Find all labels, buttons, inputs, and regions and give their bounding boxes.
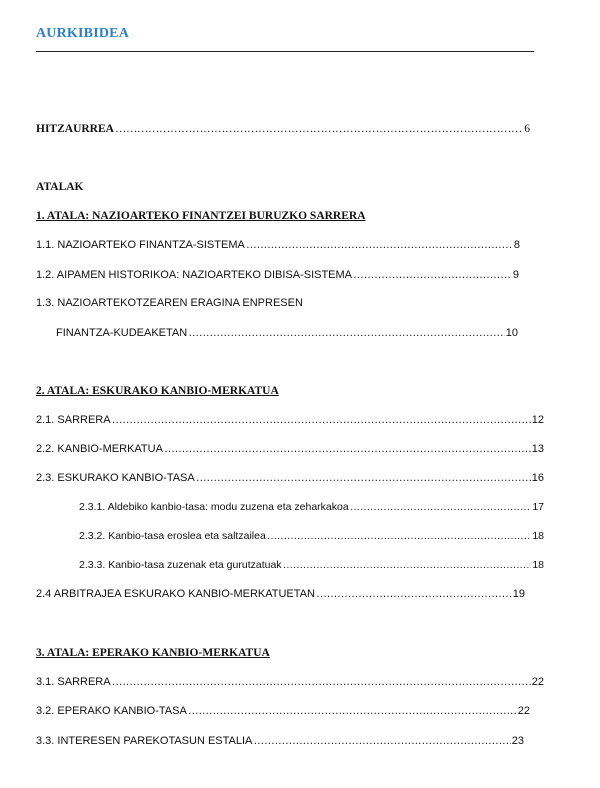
toc-entry-2-4[interactable] xyxy=(36,586,525,602)
toc-entry-label: 1.1. NAZIOARTEKO FINANTZA-SISTEMA xyxy=(36,239,245,251)
toc-leader xyxy=(350,499,532,515)
toc-entry-1-1[interactable] xyxy=(36,237,520,253)
toc-leader xyxy=(253,733,510,749)
toc-entry-label: 2.3.2. Kanbio-tasa eroslea eta saltzailea xyxy=(79,530,266,542)
toc-entry-label: HITZAURREA xyxy=(36,123,114,135)
toc-entry-3-2[interactable] xyxy=(36,703,530,719)
toc-leader xyxy=(316,586,512,602)
toc-entry-page: 12 xyxy=(531,414,544,426)
toc-entry-2-1[interactable] xyxy=(36,412,544,428)
toc-entry-page: 17 xyxy=(532,501,544,513)
toc-entry-1-2[interactable] xyxy=(36,267,519,283)
toc-leader xyxy=(164,441,531,457)
toc-entry-label: 3.2. EPERAKO KANBIO-TASA xyxy=(36,705,187,717)
toc-entry-page: 8 xyxy=(513,239,520,251)
toc-entry-2-3-3[interactable] xyxy=(79,557,544,573)
toc-entry-2-3-1[interactable] xyxy=(79,499,544,515)
toc-entry-2-2[interactable] xyxy=(36,441,544,457)
toc-entry-label: 2.1. SARRERA xyxy=(36,414,111,426)
toc-entry-label: 1.2. AIPAMEN HISTORIKOA: NAZIOARTEKO DIBISA-SISTEMA xyxy=(36,269,353,281)
toc-entry-3-1[interactable] xyxy=(36,674,544,690)
toc-entry-label: 2.3. ESKURAKO KANBIO-TASA xyxy=(36,472,195,484)
toc-leader xyxy=(112,674,531,690)
toc-entry-intro[interactable] xyxy=(36,121,530,137)
toc-entry-3-3[interactable] xyxy=(36,733,524,749)
toc-entry-page: 6 xyxy=(524,123,530,135)
section-heading-3[interactable]: 3. ATALA: EPERAKO KANBIO-MERKATUA xyxy=(36,647,270,659)
toc-leader xyxy=(112,412,531,428)
toc-entry-page: 23 xyxy=(511,735,524,747)
toc-entry-label: 3.1. SARRERA xyxy=(36,676,111,688)
toc-entry-page: 9 xyxy=(512,269,519,281)
toc-entry-page: 19 xyxy=(512,588,525,600)
toc-entry-1-3-cont[interactable] xyxy=(56,325,518,341)
toc-entry-label: 1.3. NAZIOARTEKOTZEAREN ERAGINA ENPRESEN xyxy=(36,297,303,309)
toc-entry-2-3-2[interactable] xyxy=(79,528,544,544)
toc-leader xyxy=(115,121,523,137)
toc-leader xyxy=(196,470,531,486)
toc-entry-label: 2.3.3. Kanbio-tasa zuzenak eta gurutzatuak xyxy=(79,559,282,571)
toc-leader xyxy=(188,325,505,341)
toc-entry-page: 18 xyxy=(532,559,544,571)
toc-entry-page: 18 xyxy=(532,530,544,542)
title-divider xyxy=(36,51,534,52)
section-heading-1[interactable]: 1. ATALA: NAZIOARTEKO FINANTZEI BURUZKO SARRERA xyxy=(36,210,366,222)
toc-leader xyxy=(188,703,517,719)
toc-entry-page: 22 xyxy=(531,676,544,688)
toc-entry-label: 2.2. KANBIO-MERKATUA xyxy=(36,443,163,455)
toc-entry-page: 10 xyxy=(505,327,518,339)
toc-entry-1-3[interactable] xyxy=(36,295,456,311)
page-title: AURKIBIDEA xyxy=(36,26,130,41)
toc-entry-label: 3.3. INTERESEN PAREKOTASUN ESTALIA xyxy=(36,735,253,747)
toc-leader xyxy=(283,557,532,573)
toc-leader xyxy=(353,267,512,283)
toc-entry-label: 2.3.1. Aldebiko kanbio-tasa: modu zuzena eta zeharkakoa xyxy=(79,501,349,513)
toc-entry-2-3[interactable] xyxy=(36,470,544,486)
section-heading-2[interactable]: 2. ATALA: ESKURAKO KANBIO-MERKATUA xyxy=(36,385,279,397)
toc-entry-page: 22 xyxy=(517,705,530,717)
toc-entry-page: 13 xyxy=(531,443,544,455)
toc-leader xyxy=(267,528,532,544)
toc-leader xyxy=(246,237,513,253)
chapters-label: ATALAK xyxy=(36,181,84,193)
toc-entry-page: 16 xyxy=(531,472,544,484)
toc-entry-label: 2.4 ARBITRAJEA ESKURAKO KANBIO-MERKATUETAN xyxy=(36,588,315,600)
toc-entry-label: FINANTZA-KUDEAKETAN xyxy=(56,327,188,339)
